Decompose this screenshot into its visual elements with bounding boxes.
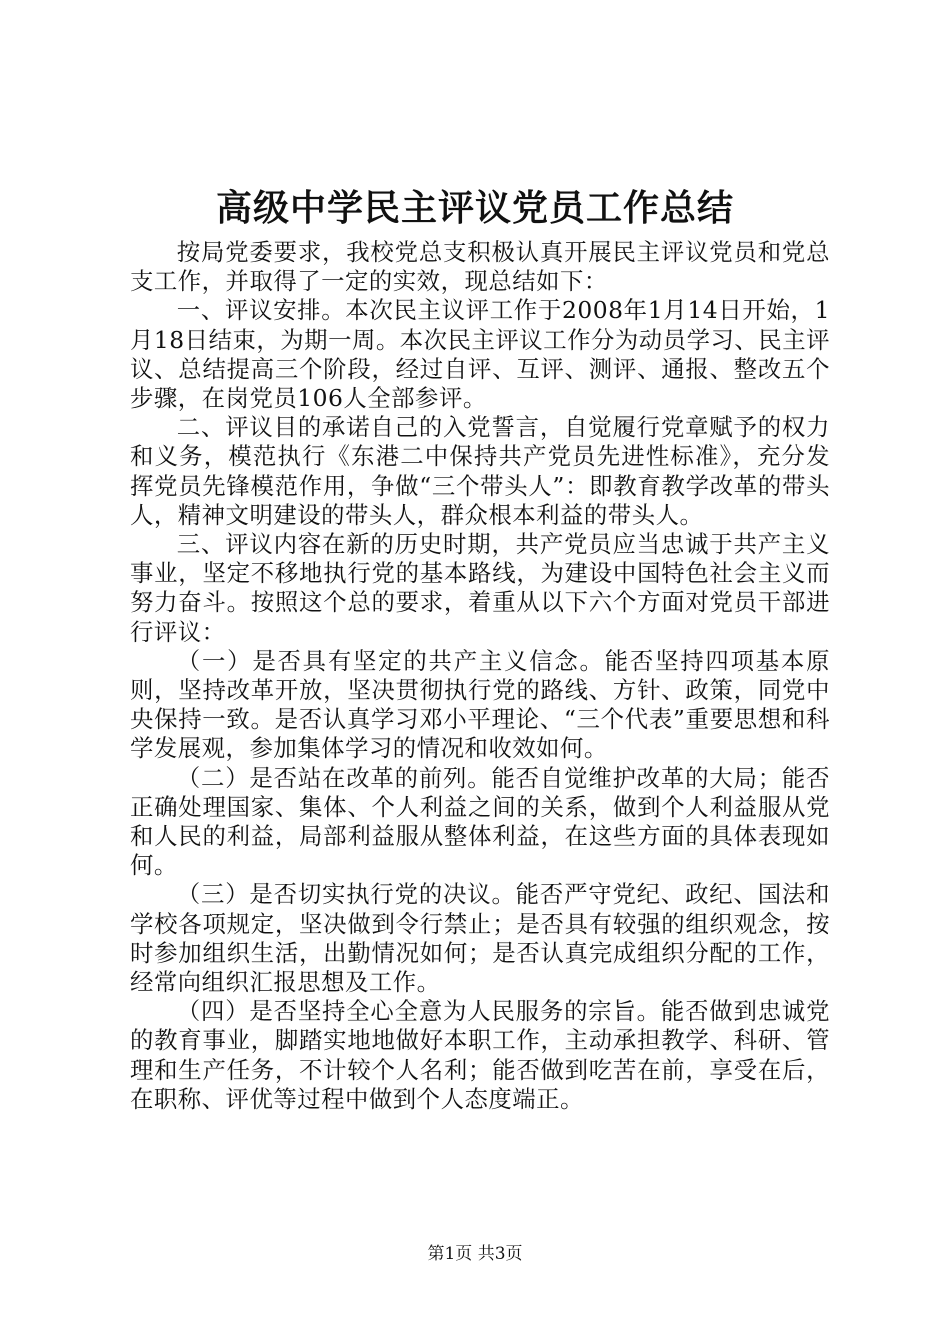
paragraph-item-1: （一）是否具有坚定的共产主义信念。能否坚持四项基本原则，坚持改革开放，坚决贯彻执行党的路线、方针、政策，同党中央保持一致。是否认真学习邓小平理论、“三个代表”重要思想和科学发展观，参加集体学习的情况和收效如何。 bbox=[130, 646, 830, 763]
page-number-footer: 第1页 共3页 bbox=[427, 1244, 523, 1264]
paragraph-content: 三、评议内容在新的历史时期，共产党员应当忠诚于共产主义事业，坚定不移地执行党的基本路线，为建设中国特色社会主义而努力奋斗。按照这个总的要求，着重从以下六个方面对党员干部进行评议： bbox=[130, 530, 830, 646]
paragraph-item-3: （三）是否切实执行党的决议。能否严守党纪、政纪、国法和学校各项规定，坚决做到令行禁止；是否具有较强的组织观念，按时参加组织生活，出勤情况如何；是否认真完成组织分配的工作，经常向组织汇报思想及工作。 bbox=[130, 880, 830, 997]
paragraph-intro: 按局党委要求，我校党总支积极认真开展民主评议党员和党总支工作，并取得了一定的实效，现总结如下： bbox=[130, 238, 830, 296]
paragraph-item-4: （四）是否坚持全心全意为人民服务的宗旨。能否做到忠诚党的教育事业，脚踏实地地做好本职工作，主动承担教学、科研、管理和生产任务，不计较个人名利；能否做到吃苦在前，享受在后，在职称、评优等过程中做到个人态度端正。 bbox=[130, 997, 830, 1113]
paragraph-arrangement: 一、评议安排。本次民主议评工作于2008年1月14日开始，1月18日结束，为期一周。本次民主评议工作分为动员学习、民主评议、总结提高三个阶段，经过自评、互评、测评、通报、整改五个步骤，在岗党员106人全部参评。 bbox=[130, 296, 830, 413]
document-title: 高级中学民主评议党员工作总结 bbox=[215, 187, 734, 229]
paragraph-purpose: 二、评议目的承诺自己的入党誓言，自觉履行党章赋予的权力和义务，模范执行《东港二中保持共产党员先进性标准》，充分发挥党员先锋模范作用，争做“三个带头人”：即教育教学改革的带头人，精神文明建设的带头人，群众根本利益的带头人。 bbox=[130, 413, 830, 529]
paragraph-item-2: （二）是否站在改革的前列。能否自觉维护改革的大局；能否正确处理国家、集体、个人利益之间的关系，做到个人利益服从党和人民的利益，局部利益服从整体利益，在这些方面的具体表现如何。 bbox=[130, 763, 830, 880]
document-body bbox=[130, 238, 830, 1114]
